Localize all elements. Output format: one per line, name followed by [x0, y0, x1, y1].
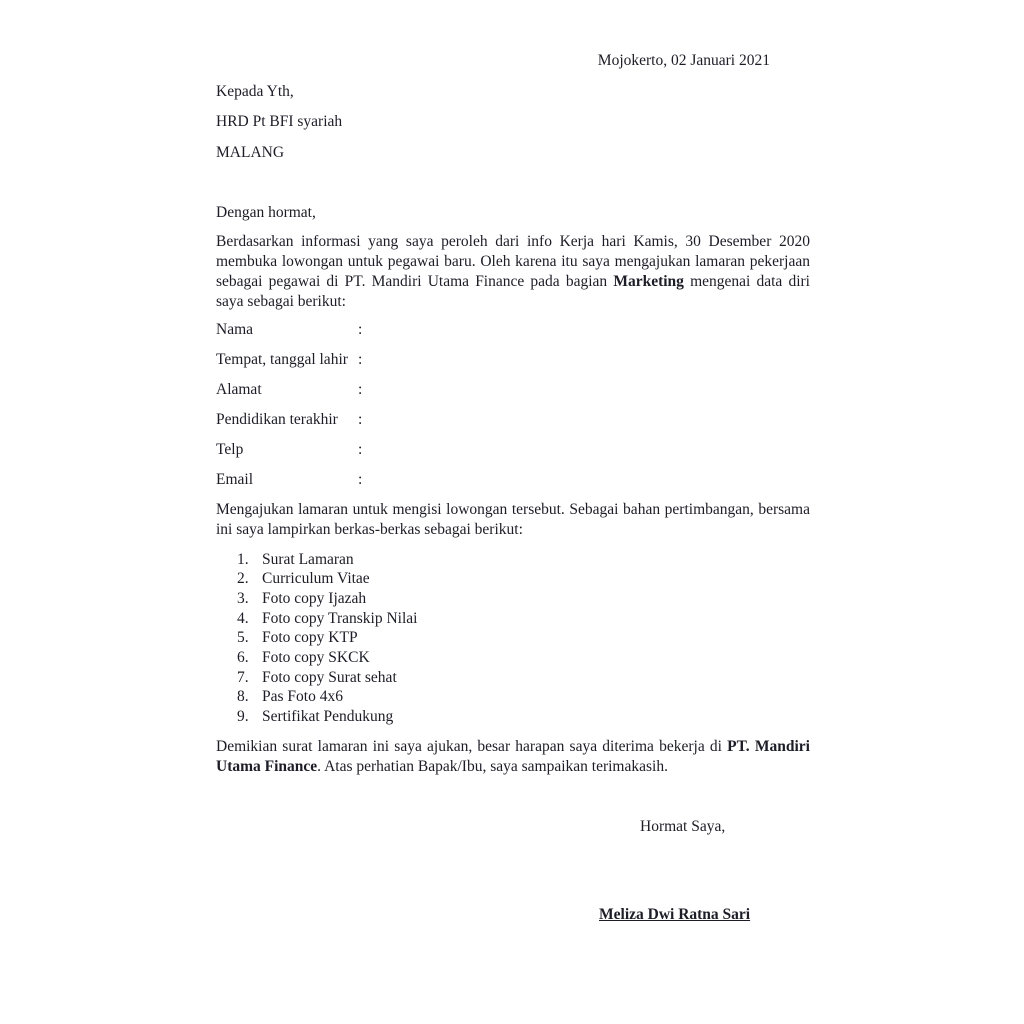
closing-paragraph-text: Demikian surat lamaran ini saya ajukan, besar harapan saya diterima bekerja di — [216, 737, 728, 755]
attachment-item — [216, 648, 810, 668]
field-colon: : — [358, 320, 363, 338]
attachments-list — [216, 550, 810, 727]
signature-closing: Hormat Saya, — [640, 817, 726, 835]
attachment-item — [216, 687, 810, 707]
attachment-text: Pas Foto 4x6 — [262, 688, 343, 706]
field-row-pendidikan-terakhir — [216, 410, 810, 430]
closing-paragraph — [216, 737, 810, 777]
attachment-item — [216, 668, 810, 688]
opening-paragraph — [216, 232, 810, 312]
letter-content — [216, 0, 810, 925]
opening-paragraph-bold: Marketing — [613, 272, 684, 290]
field-label: Alamat — [216, 380, 262, 398]
attachment-number: 9. — [237, 708, 249, 726]
field-label: Pendidikan terakhir — [216, 410, 338, 428]
field-value — [362, 320, 810, 340]
attachment-text: Sertifikat Pendukung — [262, 708, 394, 726]
field-value — [362, 350, 810, 370]
attachment-number: 3. — [237, 589, 249, 607]
attachment-text: Foto copy Surat sehat — [262, 668, 397, 686]
attachment-text: Curriculum Vitae — [262, 570, 370, 588]
attachment-number: 1. — [237, 550, 249, 568]
attachment-text: Surat Lamaran — [262, 550, 354, 568]
field-label: Nama — [216, 320, 254, 338]
field-value — [362, 470, 810, 490]
field-row-nama — [216, 320, 810, 340]
attachment-number: 6. — [237, 649, 249, 667]
field-row-alamat — [216, 380, 810, 400]
closing-paragraph-text-after: . Atas perhatian Bapak/Ibu, saya sampaikan terimakasih. — [317, 757, 668, 775]
recipient-block — [216, 82, 810, 163]
personal-data-fields — [216, 320, 810, 490]
attachments-intro-paragraph: Mengajukan lamaran untuk mengisi lowongan tersebut. Sebagai bahan pertimbangan, bersama ini saya lampirkan berkas-berkas sebagai berikut: — [216, 500, 810, 538]
field-row-email — [216, 470, 810, 490]
recipient-line-kepada: Kepada Yth, — [216, 82, 294, 100]
attachment-text: Foto copy KTP — [262, 629, 358, 647]
field-label: Tempat, tanggal lahir — [216, 350, 348, 368]
attachment-number: 7. — [237, 668, 249, 686]
attachment-item — [216, 569, 810, 589]
field-colon: : — [358, 410, 363, 428]
field-row-telp — [216, 440, 810, 460]
field-value — [362, 410, 810, 430]
field-label: Telp — [216, 440, 244, 458]
salutation: Dengan hormat, — [216, 203, 316, 221]
recipient-line-city: MALANG — [216, 143, 285, 161]
attachment-text: Foto copy SKCK — [262, 649, 370, 667]
attachment-item — [216, 550, 810, 570]
attachment-text: Foto copy Transkip Nilai — [262, 609, 418, 627]
field-value — [362, 380, 810, 400]
attachment-number: 8. — [237, 688, 249, 706]
attachment-number: 5. — [237, 629, 249, 647]
opening-paragraph-text-after: mengenai data diri saya sebagai berikut: — [216, 272, 810, 310]
field-value — [362, 440, 810, 460]
field-row-tempat-tanggal-lahir — [216, 350, 810, 370]
signature-name: Meliza Dwi Ratna Sari — [599, 905, 751, 923]
attachment-text: Foto copy Ijazah — [262, 589, 367, 607]
attachment-number: 4. — [237, 609, 249, 627]
attachment-item — [216, 609, 810, 629]
field-label: Email — [216, 470, 254, 488]
recipient-line-company: HRD Pt BFI syariah — [216, 113, 343, 130]
field-colon: : — [358, 470, 363, 488]
date-line: Mojokerto, 02 Januari 2021 — [597, 52, 770, 69]
attachment-item — [216, 628, 810, 648]
closing-paragraph-bold: PT. Mandiri Utama Finance — [216, 737, 810, 775]
attachment-item — [216, 707, 810, 727]
field-colon: : — [358, 440, 363, 458]
field-colon: : — [358, 350, 363, 368]
field-colon: : — [358, 380, 363, 398]
attachment-number: 2. — [237, 570, 249, 588]
attachment-item — [216, 589, 810, 609]
opening-paragraph-text: Berdasarkan informasi yang saya peroleh dari info Kerja hari Kamis, 30 Desember 2020 membuka lowongan untuk pegawai baru. Oleh karena itu saya mengajukan lamaran pekerjaan sebagai pegawai di PT. Mandiri Utama Finance pada bagian — [216, 232, 810, 290]
